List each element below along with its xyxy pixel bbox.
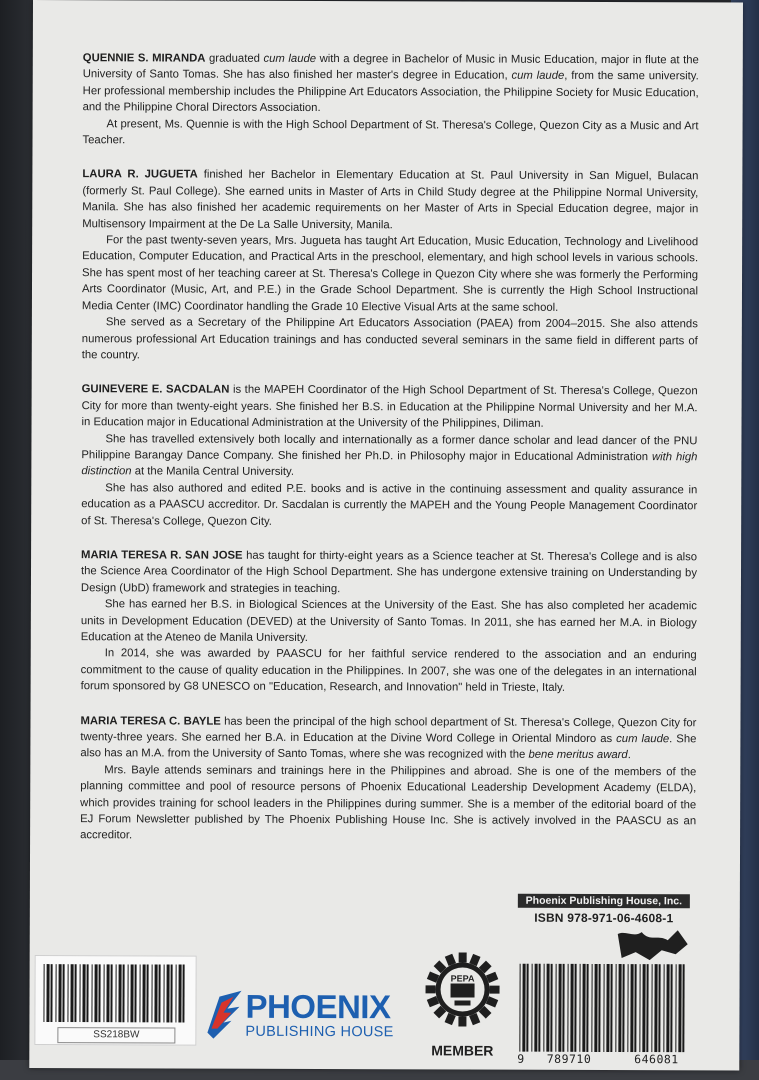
bio-lead-paragraph bbox=[81, 547, 697, 598]
isbn-digit-lead: 9 bbox=[517, 1051, 525, 1066]
bio-paragraph bbox=[81, 480, 697, 531]
pepa-seal-icon bbox=[424, 951, 500, 1027]
body-text: Mrs. Bayle attends seminars and trainings here in the Philippines and abroad. She is one of the members of the planning committee and pool of resource persons of Phoenix Educational Leadership Development Academy (ELDA), which provides training for school leaders in the Philippines during summer. She is a member of the editorial board of the EJ Forum Newsletter published by The Phoenix Publishing House Inc. She is actively involved in the PAASCU as an accreditor. bbox=[80, 764, 697, 842]
pepa-member-badge bbox=[424, 951, 500, 1059]
author-bio bbox=[81, 381, 698, 531]
publisher-subtitle: PUBLISHING HOUSE bbox=[245, 1023, 394, 1041]
body-text: At present, Ms. Quennie is with the High School Department of St. Theresa's College, Quezon City as a Music and Art Teacher. bbox=[82, 117, 699, 147]
bio-paragraph bbox=[80, 762, 696, 846]
body-text: graduated bbox=[205, 52, 264, 65]
bio-lead-paragraph bbox=[80, 713, 696, 764]
isbn-text: ISBN 978-971-06-4608-1 bbox=[534, 910, 674, 926]
emphasis-text: cum laude bbox=[263, 52, 317, 65]
body-text: . bbox=[627, 749, 631, 762]
author-bio bbox=[80, 713, 696, 846]
bio-paragraph bbox=[81, 431, 697, 482]
body-text: . She also has an M.A. from the University of Santo Tomas, where she was recognized with the bbox=[80, 733, 697, 762]
body-text: has been the principal of the high school department of St. Theresa's College, Quezon City for twenty-three years. She earned her B.A. in Education at the Divine Word College in Oriental Mindoro as bbox=[80, 715, 697, 746]
isbn-digits bbox=[517, 1052, 689, 1067]
isbn-barcode-bars bbox=[517, 930, 689, 1053]
bio-lead-paragraph bbox=[81, 381, 697, 432]
body-text: For the past twenty-seven years, Mrs. Jugueta has taught Art Education, Music Education, Technology and Livelihood Education, Computer Education, and Practical Arts in the preschool, elementary, and high school levels in various schools. She has spent most of her teaching career at St. Theresa's College in Quezon City where she was formerly the Performing Arts Coordinator (Music, Art, and P.E.) in the Grade School Department. She is currently the High School Instructional Media Center (IMC) Coordinator handling the Grade 10 Elective Visual Arts at the same school. bbox=[81, 234, 699, 314]
publisher-name: PHOENIX bbox=[245, 987, 391, 1026]
store-code: SS218BW bbox=[57, 1027, 175, 1043]
isbn-digits-right: 646081 bbox=[634, 1052, 679, 1067]
book-back-cover bbox=[29, 0, 743, 1070]
body-text: at the Manila Central University. bbox=[131, 465, 295, 479]
emphasis-text: with high distinction bbox=[81, 451, 698, 478]
isbn-digits-left: 789710 bbox=[546, 1051, 592, 1066]
bio-paragraph bbox=[82, 232, 698, 316]
author-name: MARIA TERESA R. SAN JOSE bbox=[81, 549, 243, 562]
body-text: She has travelled extensively both locally and internationally as a former dance scholar and lead dancer of the PNU Philippine Barangay Dance Company. She finished her Ph.D. in Philosophy major in Educational Administration bbox=[81, 432, 698, 464]
author-bio bbox=[81, 547, 698, 697]
bio-paragraph bbox=[81, 646, 697, 697]
body-text: is the MAPEH Coordinator of the High School Department of St. Theresa's College, Quezon City for more than twenty-eight years. She finished her B.S. in Education at the Philippine Normal University and her M.A. in Education major in Educational Administration at the University of the Philippines, Diliman. bbox=[81, 384, 698, 430]
body-text: , from the same university. Her professional membership includes the Philippine Art Educators Association, the Philippine Society for Music Education, and the Philippine Choral Directors Association. bbox=[82, 70, 699, 115]
body-text: She has also authored and edited P.E. books and is active in the continuing assessment and quality assurance in education as a PAASCU accreditor. Dr. Sacdalan is currently the MAPEH and the Young People Management Coordinator of St. Theresa's College, Quezon City. bbox=[81, 482, 698, 528]
author-name: LAURA R. JUGUETA bbox=[82, 168, 198, 182]
svg-text:PEPA: PEPA bbox=[450, 973, 475, 984]
isbn-block bbox=[517, 894, 690, 1071]
emphasis-text: cum laude bbox=[616, 733, 670, 746]
body-text: with a degree in Bachelor of Music in Music Education, major in flute at the University of Santo Tomas. She has also finished her master's degree in Education, bbox=[82, 52, 699, 83]
emphasis-text: cum laude bbox=[511, 70, 565, 83]
author-bio bbox=[82, 167, 699, 366]
body-text: She served as a Secretary of the Philippine Art Educators Association (PAEA) from 2004–2015. She also attends numerous professional Art Education trainings and has conducted several seminars in the same field in different parts of the country. bbox=[81, 316, 698, 362]
store-barcode bbox=[34, 955, 196, 1046]
isbn-publisher-label: Phoenix Publishing House, Inc. bbox=[518, 894, 690, 909]
author-bios bbox=[80, 50, 699, 864]
store-barcode-bars bbox=[41, 964, 189, 1023]
author-name: GUINEVERE E. SACDALAN bbox=[81, 383, 230, 397]
body-text: has taught for thirty-eight years as a Science teacher at St. Theresa's College and is also the Science Area Coordinator of the High School Department. She has undergone extensive training on Understanding by Design (UbD) framework and strategies in teaching. bbox=[80, 549, 698, 595]
bio-paragraph bbox=[82, 314, 698, 365]
emphasis-text: bene meritus award bbox=[528, 749, 628, 762]
body-text: She has earned her B.S. in Biological Sciences at the University of the East. She has also completed her academic units in Development Education (DEVED) at the University of Santo Tomas. In 2011, she has earned her M.A. in Biology Education at the Ateneo de Manila University. bbox=[80, 598, 697, 644]
phoenix-bird-icon bbox=[205, 989, 243, 1039]
bio-paragraph bbox=[81, 596, 697, 647]
bio-lead-paragraph bbox=[82, 167, 698, 235]
body-text: In 2014, she was awarded by PAASCU for her faithful service rendered to the association and an enduring commitment to the cause of quality education in the Philippines. In 2007, she was one of the delegates in an international forum sponsored by G8 UNESCO on "Education, Research, and Innovation" held in Trieste, Italy. bbox=[80, 647, 697, 695]
member-label: MEMBER bbox=[431, 1042, 494, 1059]
phoenix-logo bbox=[205, 989, 415, 1050]
bio-lead-paragraph bbox=[83, 50, 699, 118]
body-text: finished her Bachelor in Elementary Education at St. Paul University in San Miguel, Bulacan (formerly St. Paul College). She earned units in Master of Arts in Child Study degree at the Philippine Normal University, Manila. She has also finished her academic requirements on her Master of Arts in Special Education degree, major in Multisensory Impairment at the De La Salle University, Manila. bbox=[82, 169, 699, 231]
bio-paragraph bbox=[82, 116, 698, 151]
author-name: QUENNIE S. MIRANDA bbox=[82, 52, 206, 65]
ink-splash-icon bbox=[618, 930, 688, 960]
author-bio bbox=[82, 50, 698, 151]
author-name: MARIA TERESA C. BAYLE bbox=[80, 714, 221, 728]
